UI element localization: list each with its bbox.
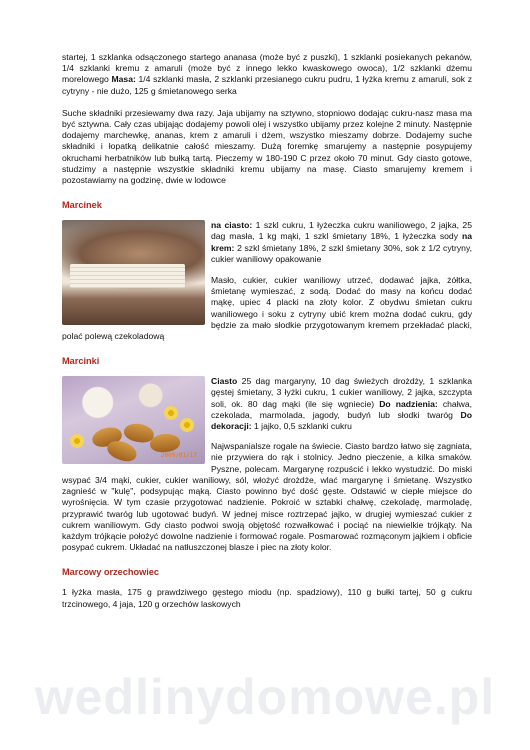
marcinek-instructions: Masło, cukier, cukier waniliowy utrzeć, dodawać jajka, żółtka, śmietanę wymieszać, z sodą. Dodać do masy na końcu dodać mąkę, upiec 4 placki na złoty kolor. Z obydwu śmietan cukru waniliowego i soku z cytryny ubić krem można dodać cukru, gdy będzie za mało słodkie przygotowanym kremem przekładać placki, polać polewą czekoladową (62, 275, 472, 342)
marcinki-bold-ciasto: Ciasto (211, 376, 238, 387)
marcinki-bold-dekoracja: Do dekoracji: (211, 409, 472, 432)
recipe-marcinki (62, 376, 472, 553)
marcinek-text-2: 2 szkl śmietany 18%, 2 szkl śmietany 30%, sok z 1/2 cytryny, cukier waniliowy opakowanie (211, 242, 472, 264)
photo-date-stamp: 2009/01/17 (160, 452, 197, 460)
intro-instructions: Suche składniki przesiewamy dwa razy. Jaja ubijamy na sztywno, stopniowo dodając cukru-nasz masa ma być sztywna. Cały czas ubijając dodajemy powoli olej i wszystko ubijamy przez kolejne 2 minuty. Następnie dodajemy marchewkę, ananas, krem z amaruli i dżem, wszystko mieszamy dobrze. Dodajemy suche składniki i łopatką delikatnie całość mieszamy. Dużą foremkę smarujemy a następnie posypujemy okruchami herbatników lub bułką tartą. Pieczemy w 180-190 C przez około 70 minut. Gdy ciasto gotowe, studzimy a następnie wszystkie składniki kremu ubijamy na masę. Ciasto smarujemy kremem i pozostawiamy na godzinę, dwie w lodowce (62, 107, 472, 186)
marcinki-instructions: Najwspanialsze rogale na świecie. Ciasto bardzo łatwo się zagniata, nie przywiera do rąk i stolnicy. Jedno pieczenie, a kilka smaków. Pyszne, polecam. Margarynę rozpuścić i lekko wystudzić. Do miski wsypać 3/4 mąki, cukier, cukier waniliowy, sól, włożyć drożdże, wlać margarynę i śmietanę. Wszystko zagnieść w "kulę", podsypując mąką. Ciasto powinno być dość gęste. Odstawić w ciepłe miejsce do wyrośnięcia. W tym czasie przygotować nadzienie. Pokroić w sztabki chałwę, czekoladę, marmoladę, przyprawić twaróg lub ugotować budyń. W jednej misce roztrzepać jajko, w drugiej wymieszać cukier z cukrem waniliowym. Gdy ciasto podwoi swoją objętość rozwałkować i pociąć na niewielkie trójkąty. Na każdym trójkącie położyć dowolne nadzienie i formować rogale. Posmarować rozmąconym jajkiem i obficie posypać cukrem. Układać na natłuszczonej blasze i piec na złoty kolor. (62, 441, 472, 553)
marcinek-bold-krem: na krem: (211, 231, 472, 253)
marcinek-cake-photo (62, 220, 205, 325)
marcinek-text-1: 1 szkl cukru, 1 łyżeczka cukru waniliowego, 2 jajka, 25 dag masła, 1 kg mąki, 1 szkl śmietany 18%, 1 łyżeczka sody (211, 220, 472, 242)
marcowy-ingredients: 1 łyżka masła, 175 g prawdziwego gęstego miodu (np. spadziowy), 110 g bułki tartej, 50 g cukru trzcinowego, 4 jaja, 120 g orzechów laskowych (62, 587, 472, 609)
marcinki-text-3: 1 jajko, 0,5 szklanki cukru (251, 421, 352, 432)
intro-ingredients (62, 52, 472, 97)
recipe-marcinek (62, 220, 472, 342)
site-watermark: wedlinydomowe.pl (34, 669, 496, 725)
recipe-title-marcowy: Marcowy orzechowiec (62, 567, 160, 578)
intro-text-a: startej, 1 szklanka odsączonego startego ananasa (może być z puszki), 1 szklanki posiekanych pekanów, 1/4 szklanki kremu z amaruli (może być z innego lekko kwaskowego owoca), 1/2 szklanki dżemu morelowego (62, 52, 472, 85)
recipe-title-marcinki: Marcinki (62, 356, 100, 367)
marcinek-bold-ciasto: na ciasto: (211, 220, 253, 231)
intro-text-b: 1/4 szklanki masła, 2 szklanki przesianego cukru pudru, 1 łyżka kremu z amaruli, sok z cytryny - nie dużo, 125 g śmietanowego serka (62, 74, 472, 96)
recipe-title-marcinek: Marcinek (62, 200, 102, 211)
marcinki-bold-nadzienie: Do nadzienia: (379, 398, 438, 409)
marcinki-text-1: 25 dag margaryny, 10 dag świeżych drożdży, 1 szklanka gęstej śmietany, 3 łyżki cukru, 1 cukier waniliowy, 2 jajka, szczypta soli, ok. 80 dag mąki (ile się wgniecie) (211, 376, 472, 409)
marcinki-rolls-photo (62, 376, 205, 464)
intro-bold-masa: Masa: (111, 74, 136, 85)
document-page (62, 52, 472, 610)
marcinki-text-2: chałwa, czekolada, marmolada, jagody, budyń lub słodki twaróg (211, 398, 472, 420)
